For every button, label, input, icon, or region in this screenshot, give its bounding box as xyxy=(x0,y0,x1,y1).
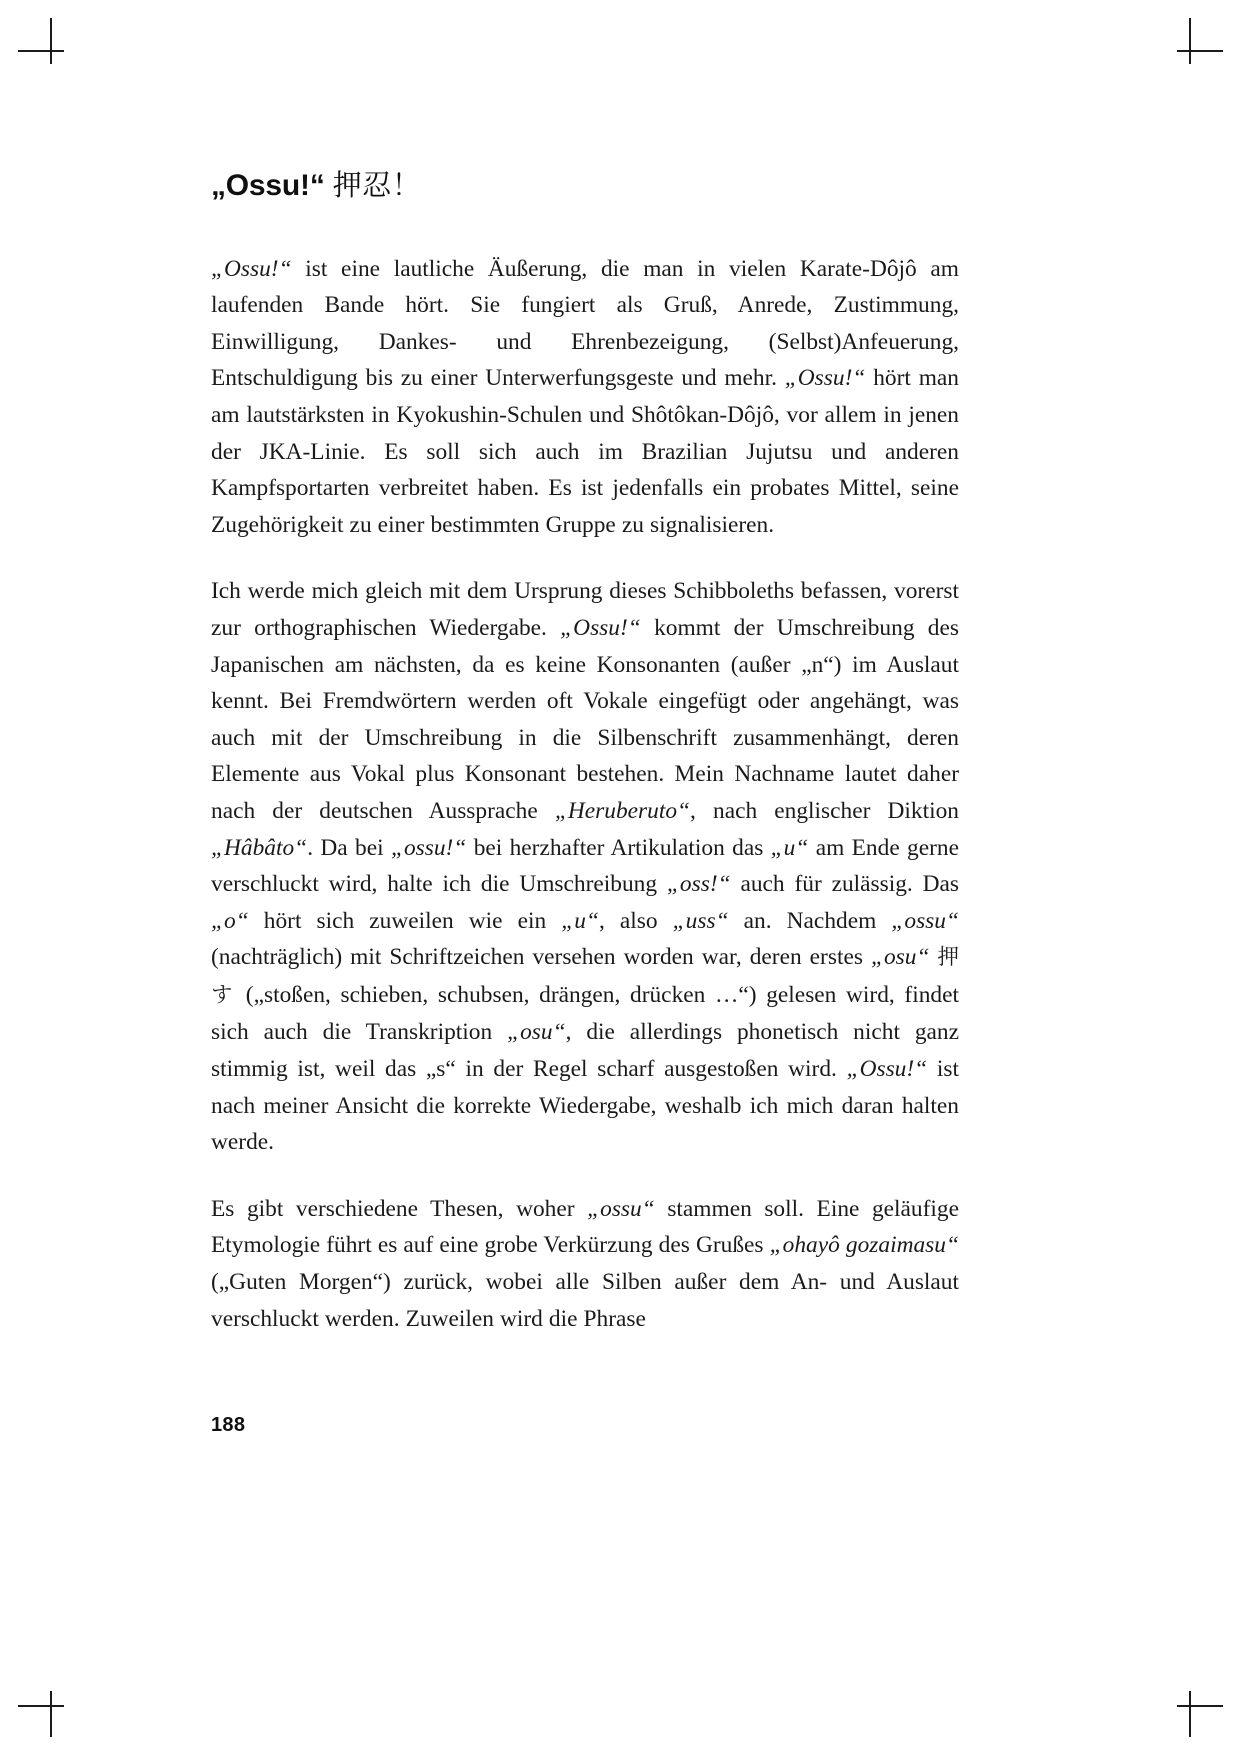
crop-mark-bottom-right-vertical xyxy=(1189,1691,1191,1737)
text-block xyxy=(211,168,959,1337)
crop-mark-top-left-horizontal xyxy=(18,50,64,52)
page-title-latin: „Ossu!“ xyxy=(211,169,325,202)
crop-mark-bottom-left-vertical xyxy=(50,1691,52,1737)
crop-mark-bottom-right-horizontal xyxy=(1177,1705,1223,1707)
paragraph-1: „Ossu!“ ist eine lautliche Äußerung, die man in vielen Karate-Dôjô am laufenden Bande hört. Sie fungiert als Gruß, Anrede, Zustimmung, Einwilligung, Dankes- und Ehrenbezeigung, (Selbst)Anfeuerung, Entschuldigung bis zu einer Unterwerfungsgeste und mehr. „Ossu!“ hört man am lautstärksten in Kyokushin-Schulen und Shôtôkan-Dôjô, vor allem in jenen der JKA-Linie. Es soll sich auch im Brazilian Jujutsu und anderen Kampfsportarten verbreitet haben. Es ist jedenfalls ein probates Mittel, seine Zugehörigkeit zu einer bestimmten Gruppe zu signalisieren. xyxy=(211,255,959,538)
page-title xyxy=(211,168,959,205)
paragraph-3: Es gibt verschiedene Thesen, woher „ossu“ stammen soll. Eine geläufige Etymologie führt es auf eine grobe Verkürzung des Grußes „ohayô gozaimasu“ („Guten Morgen“) zurück, wobei alle Silben außer dem An- und Auslaut verschluckt werden. Zuweilen wird die Phrase xyxy=(211,1195,959,1332)
crop-mark-top-left-vertical xyxy=(50,18,52,64)
crop-mark-bottom-left-horizontal xyxy=(18,1705,64,1707)
page-number: 188 xyxy=(211,1414,246,1436)
japanese-term-osu: 押す xyxy=(211,945,959,1008)
page-title-japanese: 押忍！ xyxy=(332,170,422,202)
crop-mark-top-right-horizontal xyxy=(1177,50,1223,52)
paragraph-2: Ich werde mich gleich mit dem Ursprung dieses Schibboleths befassen, vorerst zur orthographischen Wiedergabe. „Ossu!“ kommt der Umschreibung des Japanischen am nächsten, da es keine Konsonanten (außer „n“) im Auslaut kennt. Bei Fremdwörtern werden oft Vokale eingefügt oder angehängt, was auch mit der Umschreibung in die Silbenschrift zusammenhängt, deren Elemente aus Vokal plus Konsonant bestehen. Mein Nachname lautet daher nach der deutschen Aussprache „Heruberuto“, nach englischer Diktion „Hâbâto“. Da bei „ossu!“ bei herzhafter Artikulation das „u“ am Ende gerne verschluckt wird, halte ich die Umschreibung „oss!“ auch für zulässig. Das „o“ hört sich zuweilen wie ein „u“, also „uss“ an. Nachdem „ossu“ (nachträglich) mit Schriftzeichen versehen worden war, deren erstes „osu“ 押す („stoßen, schieben, schubsen, drängen, drücken …“) gelesen wird, findet sich auch die Transkription „osu“, die allerdings phonetisch nicht ganz stimmig ist, weil das „s“ in der Regel scharf ausgestoßen wird. „Ossu!“ ist nach meiner Ansicht die korrekte Wiedergabe, weshalb ich mich daran halten werde. xyxy=(211,578,959,1156)
crop-mark-top-right-vertical xyxy=(1189,18,1191,64)
